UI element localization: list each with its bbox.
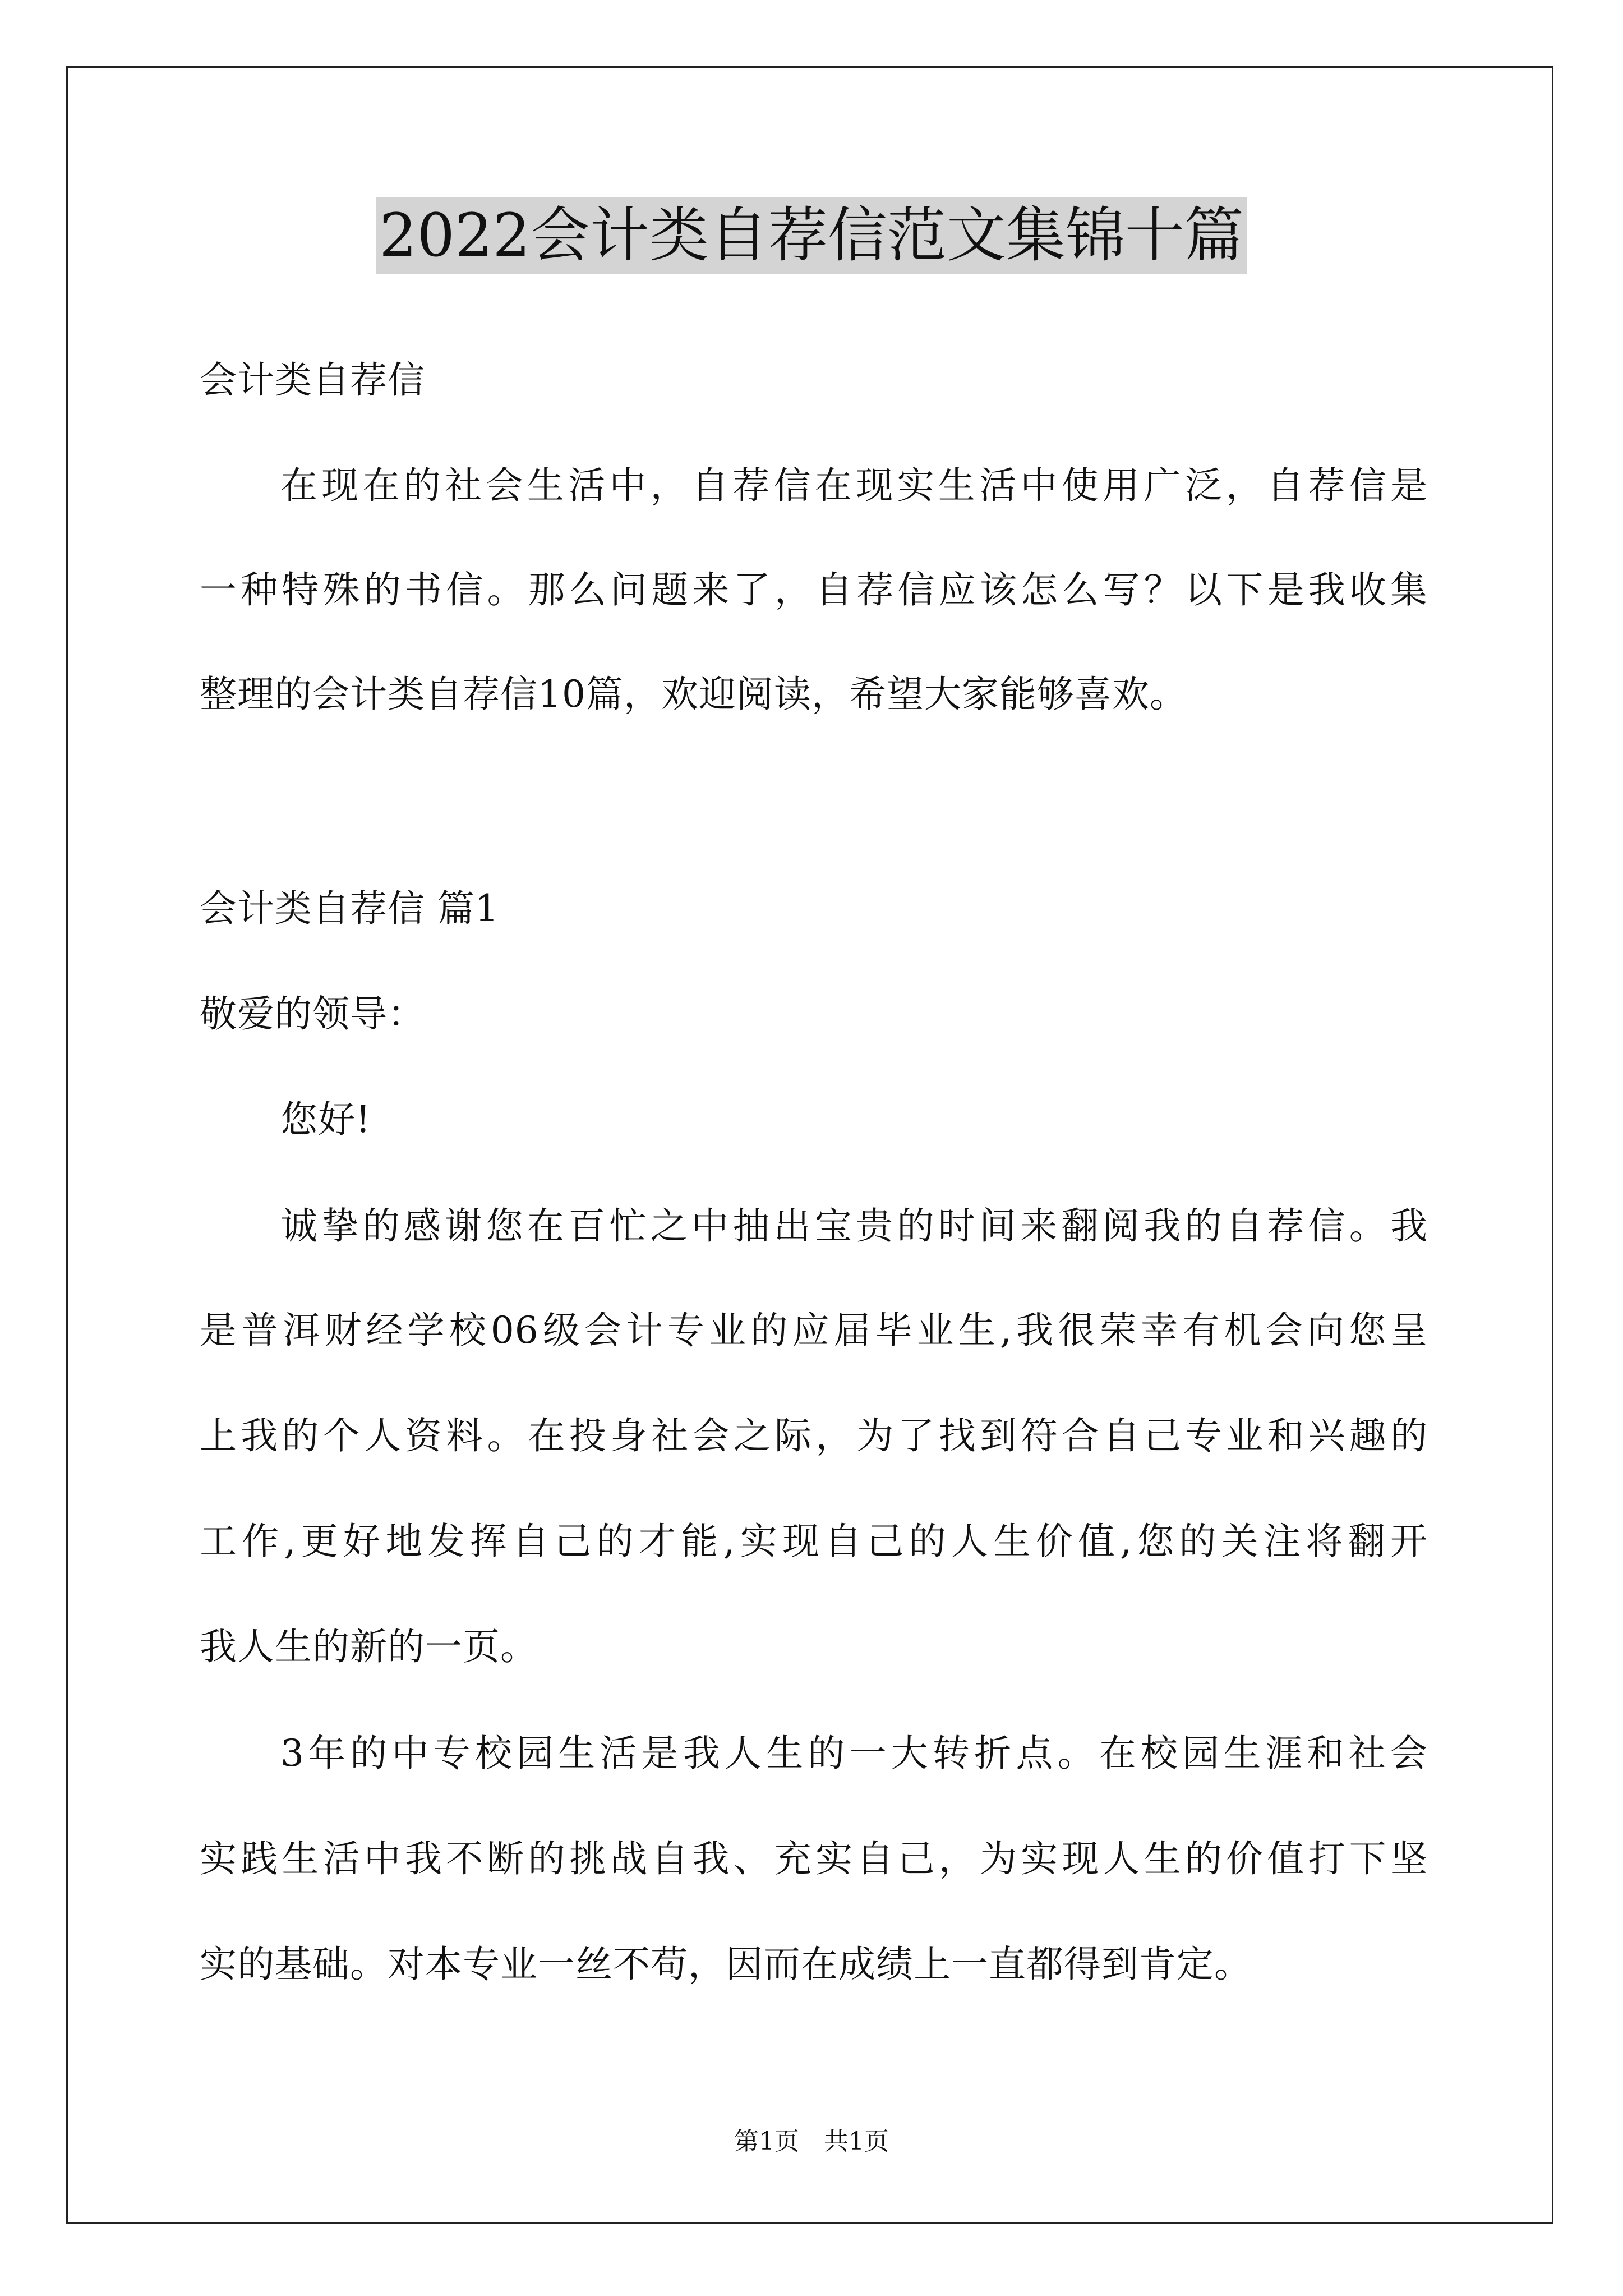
paragraph-2-line-1: 3年的中专校园生活是我人生的一大转折点。在校园生涯和社会 xyxy=(280,1732,1428,1775)
document-title-wrapper xyxy=(0,197,1623,274)
paragraph-2-line-3: 实的基础。对本专业一丝不苟，因而在成绩上一直都得到肯定。 xyxy=(200,1943,1252,1986)
paragraph-2-line-2: 实践生活中我不断的挑战自我、充实自己，为实现人生的价值打下坚 xyxy=(200,1837,1428,1880)
document-title: 2022会计类自荐信范文集锦十篇 xyxy=(376,197,1247,274)
letter-heading: 会计类自荐信 篇1 xyxy=(200,887,499,930)
intro-line-1: 在现在的社会生活中，自荐信在现实生活中使用广泛，自荐信是 xyxy=(280,464,1428,507)
paragraph-1-line-4: 工作,更好地发挥自己的才能,实现自己的人生价值,您的关注将翻开 xyxy=(200,1520,1428,1563)
intro-line-2: 一种特殊的书信。那么问题来了，自荐信应该怎么写？以下是我收集 xyxy=(200,568,1428,611)
section-heading: 会计类自荐信 xyxy=(200,358,425,402)
paragraph-1-line-3: 上我的个人资料。在投身社会之际，为了找到符合自己专业和兴趣的 xyxy=(200,1414,1428,1457)
paragraph-1-line-2: 是普洱财经学校06级会计专业的应届毕业生,我很荣幸有机会向您呈 xyxy=(200,1309,1428,1352)
page-footer: 第1页 共1页 xyxy=(734,2127,889,2156)
paragraph-1-line-1: 诚挚的感谢您在百忙之中抽出宝贵的时间来翻阅我的自荐信。我 xyxy=(280,1204,1428,1248)
paragraph-1-line-5: 我人生的新的一页。 xyxy=(200,1625,538,1668)
salutation: 敬爱的领导： xyxy=(200,992,425,1036)
intro-line-3: 整理的会计类自荐信10篇，欢迎阅读，希望大家能够喜欢。 xyxy=(200,673,1187,716)
greeting: 您好! xyxy=(280,1098,371,1141)
